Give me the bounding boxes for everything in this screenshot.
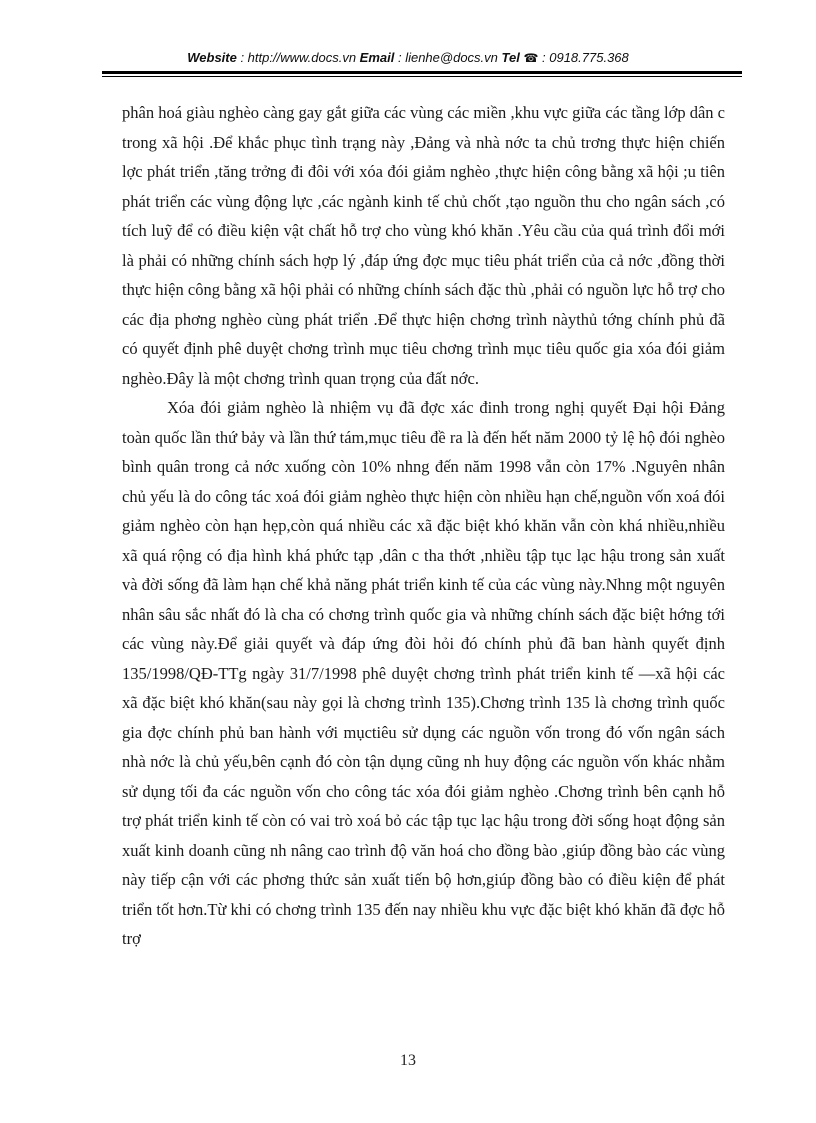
header-rule-thick [102,71,742,74]
phone-number: : 0918.775.368 [538,50,629,65]
page-number: 13 [400,1052,416,1069]
page-header [0,50,816,65]
email-address: : lienhe@docs.vn [394,50,502,65]
website-url: : http://www.docs.vn [236,50,360,65]
website-label: Website [187,50,237,65]
body-text [122,98,725,954]
phone-icon: ☎ [523,51,539,65]
header-rule-thin [102,76,742,77]
paragraph-1: phân hoá giàu nghèo càng gay gắt giữa các vùng các miền ,khu vực giữa các tầng lớp dân c trong xã hội .Để khắc phục tình trạng này ,Đảng và nhà nớc ta chủ trơng thực hiện chiến lợc phát triển ,tăng trởng đi đôi với xóa đói giảm nghèo ,thực hiện công bằng xã hội ;u tiên phát triển các vùng động lực ,các ngành kinh tế chủ chốt ,tạo nguồn thu cho ngân sách ,có tích luỹ để có điều kiện vật chất hỗ trợ cho vùng khó khăn .Yêu cầu của quá trình đổi mới là phải có những chính sách hợp lý ,đáp ứng đợc mục tiêu phát triển của cả nớc ,đồng thời thực hiện công bằng xã hội phải có những chính sách đặc thù ,phải có nguồn lực hỗ trợ cho các địa phơng nghèo cùng phát triển .Để thực hiện chơng trình nàythủ tớng chính phủ đã có quyết định phê duyệt chơng trình mục tiêu chơng trình mục tiêu quốc gia xóa đói giảm nghèo.Đây là một chơng trình quan trọng của đất nớc. [122,103,725,388]
paragraph-2: Xóa đói giảm nghèo là nhiệm vụ đã đợc xác đinh trong nghị quyết Đại hội Đảng toàn quốc lần thứ bảy và lần thứ tám,mục tiêu đề ra là đến hết năm 2000 tỷ lệ hộ đói nghèo bình quân trong cả nớc xuống còn 10% nhng đến năm 1998 vẫn còn 17% .Nguyên nhân chủ yếu là do công tác xoá đói giảm nghèo thực hiện còn nhiều hạn chế,nguồn vốn xoá đói giảm nghèo còn hạn hẹp,còn quá nhiều các xã đặc biệt khó khăn vẫn còn khá nhiều,nhiều xã quá rộng có địa hình khá phức tạp ,dân c tha thớt ,nhiều tập tục lạc hậu trong sản xuất và đời sống đã làm hạn chế khả năng phát triển kinh tế của các vùng này.Nhng một nguyên nhân sâu sắc nhất đó là cha có chơng trình quốc gia và những chính sách đặc biệt hớng tới các vùng này.Để giải quyết và đáp ứng đòi hỏi đó chính phủ đã ban hành quyết định 135/1998/QĐ-TTg ngày 31/7/1998 phê duyệt chơng trình phát triển kinh tế —xã hội các xã đặc biệt khó khăn(sau này gọi là chơng trình 135).Chơng trình 135 là chơng trình quốc gia đợc chính phủ ban hành với mụctiêu sử dụng các nguồn vốn trong đó vốn ngân sách nhà nớc là chủ yếu,bên cạnh đó còn tận dụng cũng nh huy động các nguồn vốn khác nhằm sử dụng tối đa các nguồn vốn cho công tác xóa đói giảm nghèo .Chơng trình bên cạnh hỗ trợ phát triển kinh tế còn có vai trò xoá bỏ các tập tục lạc hậu trong đời sống hoạt động sản xuất kinh doanh cũng nh nâng cao trình độ văn hoá cho đồng bào ,giúp đồng bào các vùng này tiếp cận với các phơng thức sản xuất tiến bộ hơn,giúp đồng bào có điều kiện để phát triển tốt hơn.Từ khi có chơng trình 135 đến nay nhiều khu vực đặc biệt khó khăn đã đợc hỗ trợ [122,398,725,948]
tel-label: Tel [501,50,520,65]
email-label: Email [359,50,395,65]
